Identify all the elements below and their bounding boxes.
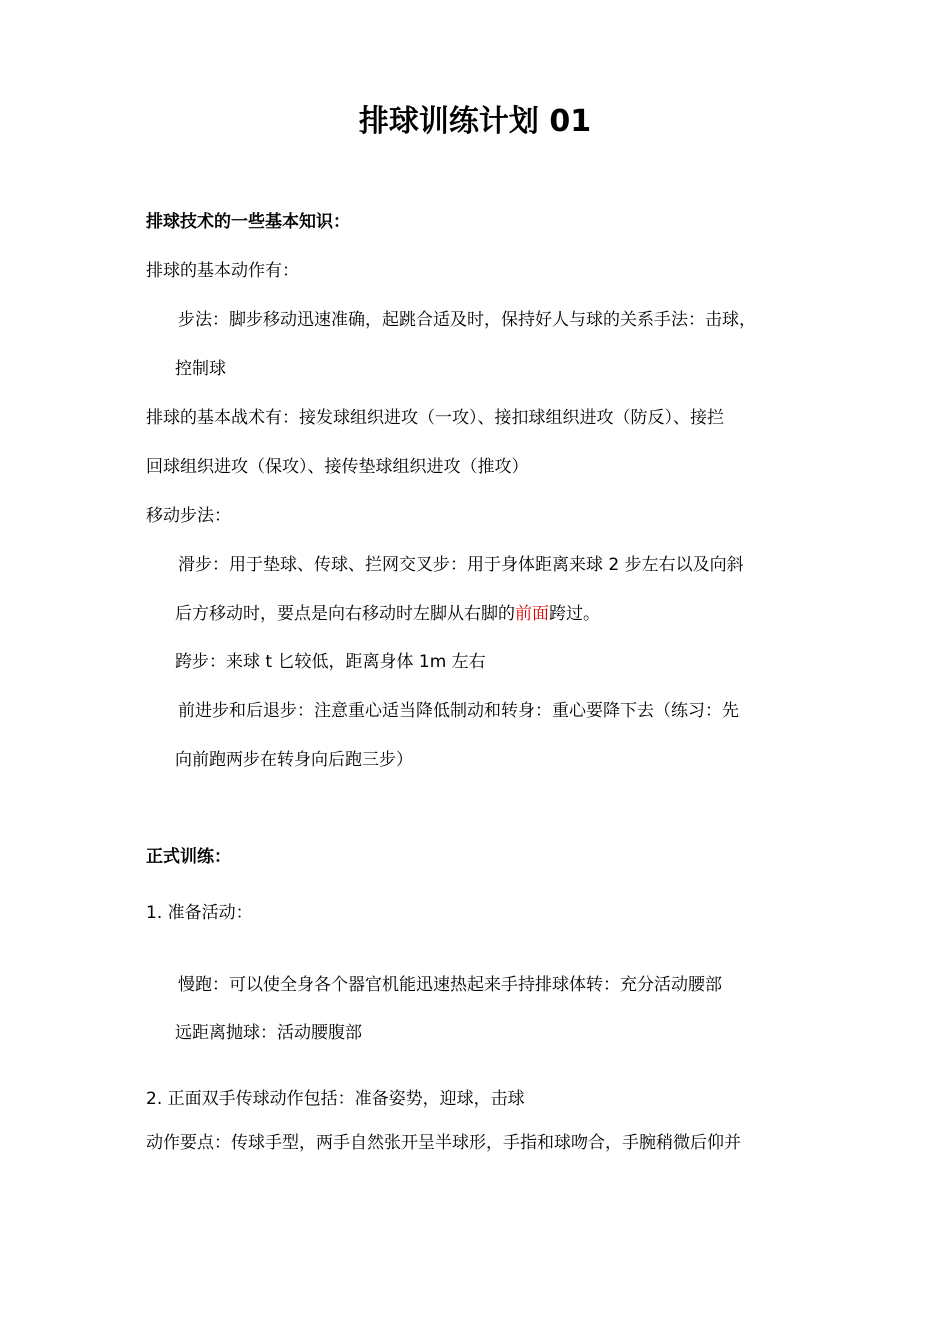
jog-line: 慢跑：可以使全身各个器官机能迅速热起来手持排球体转：充分活动腰部 xyxy=(178,975,722,995)
footwork-text-line-2: 控制球 xyxy=(175,359,226,379)
forward-backward-line-1: 前进步和后退步：注意重心适当降低制动和转身：重心要降下去（练习：先 xyxy=(178,701,739,721)
throw-line: 远距离抛球：活动腰腹部 xyxy=(175,1023,362,1043)
list-item-warmup: 1. 准备活动： xyxy=(146,903,253,923)
section-heading-training: 正式训练： xyxy=(146,847,231,867)
page-title: 排球训练计划 01 xyxy=(358,104,592,139)
slide-step-text-a: 后方移动时，要点是向右移动时左脚从右脚的 xyxy=(175,604,515,624)
action-points-line: 动作要点：传球手型，两手自然张开呈半球形，手指和球吻合，手腕稍微后仰并 xyxy=(146,1133,741,1153)
move-heading: 移动步法： xyxy=(146,506,231,526)
list-item-passing: 2. 正面双手传球动作包括：准备姿势，迎球，击球 xyxy=(146,1089,525,1109)
footwork-text-line-1: 步法：脚步移动迅速准确，起跳合适及时，保持好人与球的关系手法：击球， xyxy=(178,310,756,330)
tactics-text-line-1: 排球的基本战术有：接发球组织进攻（一攻）、接扣球组织进攻（防反）、接拦 xyxy=(146,408,724,428)
section-heading-basics: 排球技术的一些基本知识： xyxy=(146,212,350,232)
stride-step-line: 跨步：来球 t 匕较低，距离身体 1m 左右 xyxy=(175,652,486,672)
slide-step-line-1: 滑步：用于垫球、传球、拦网交叉步：用于身体距离来球 2 步左右以及向斜 xyxy=(178,555,744,575)
tactics-text-line-2: 回球组织进攻（保攻）、接传垫球组织进攻（推攻） xyxy=(146,457,529,477)
slide-step-text-b: 跨过。 xyxy=(549,604,600,624)
highlighted-front-text: 前面 xyxy=(515,604,549,624)
basic-actions-heading: 排球的基本动作有： xyxy=(146,261,299,281)
slide-step-line-2 xyxy=(175,603,600,625)
forward-backward-line-2: 向前跑两步在转身向后跑三步） xyxy=(175,750,413,770)
